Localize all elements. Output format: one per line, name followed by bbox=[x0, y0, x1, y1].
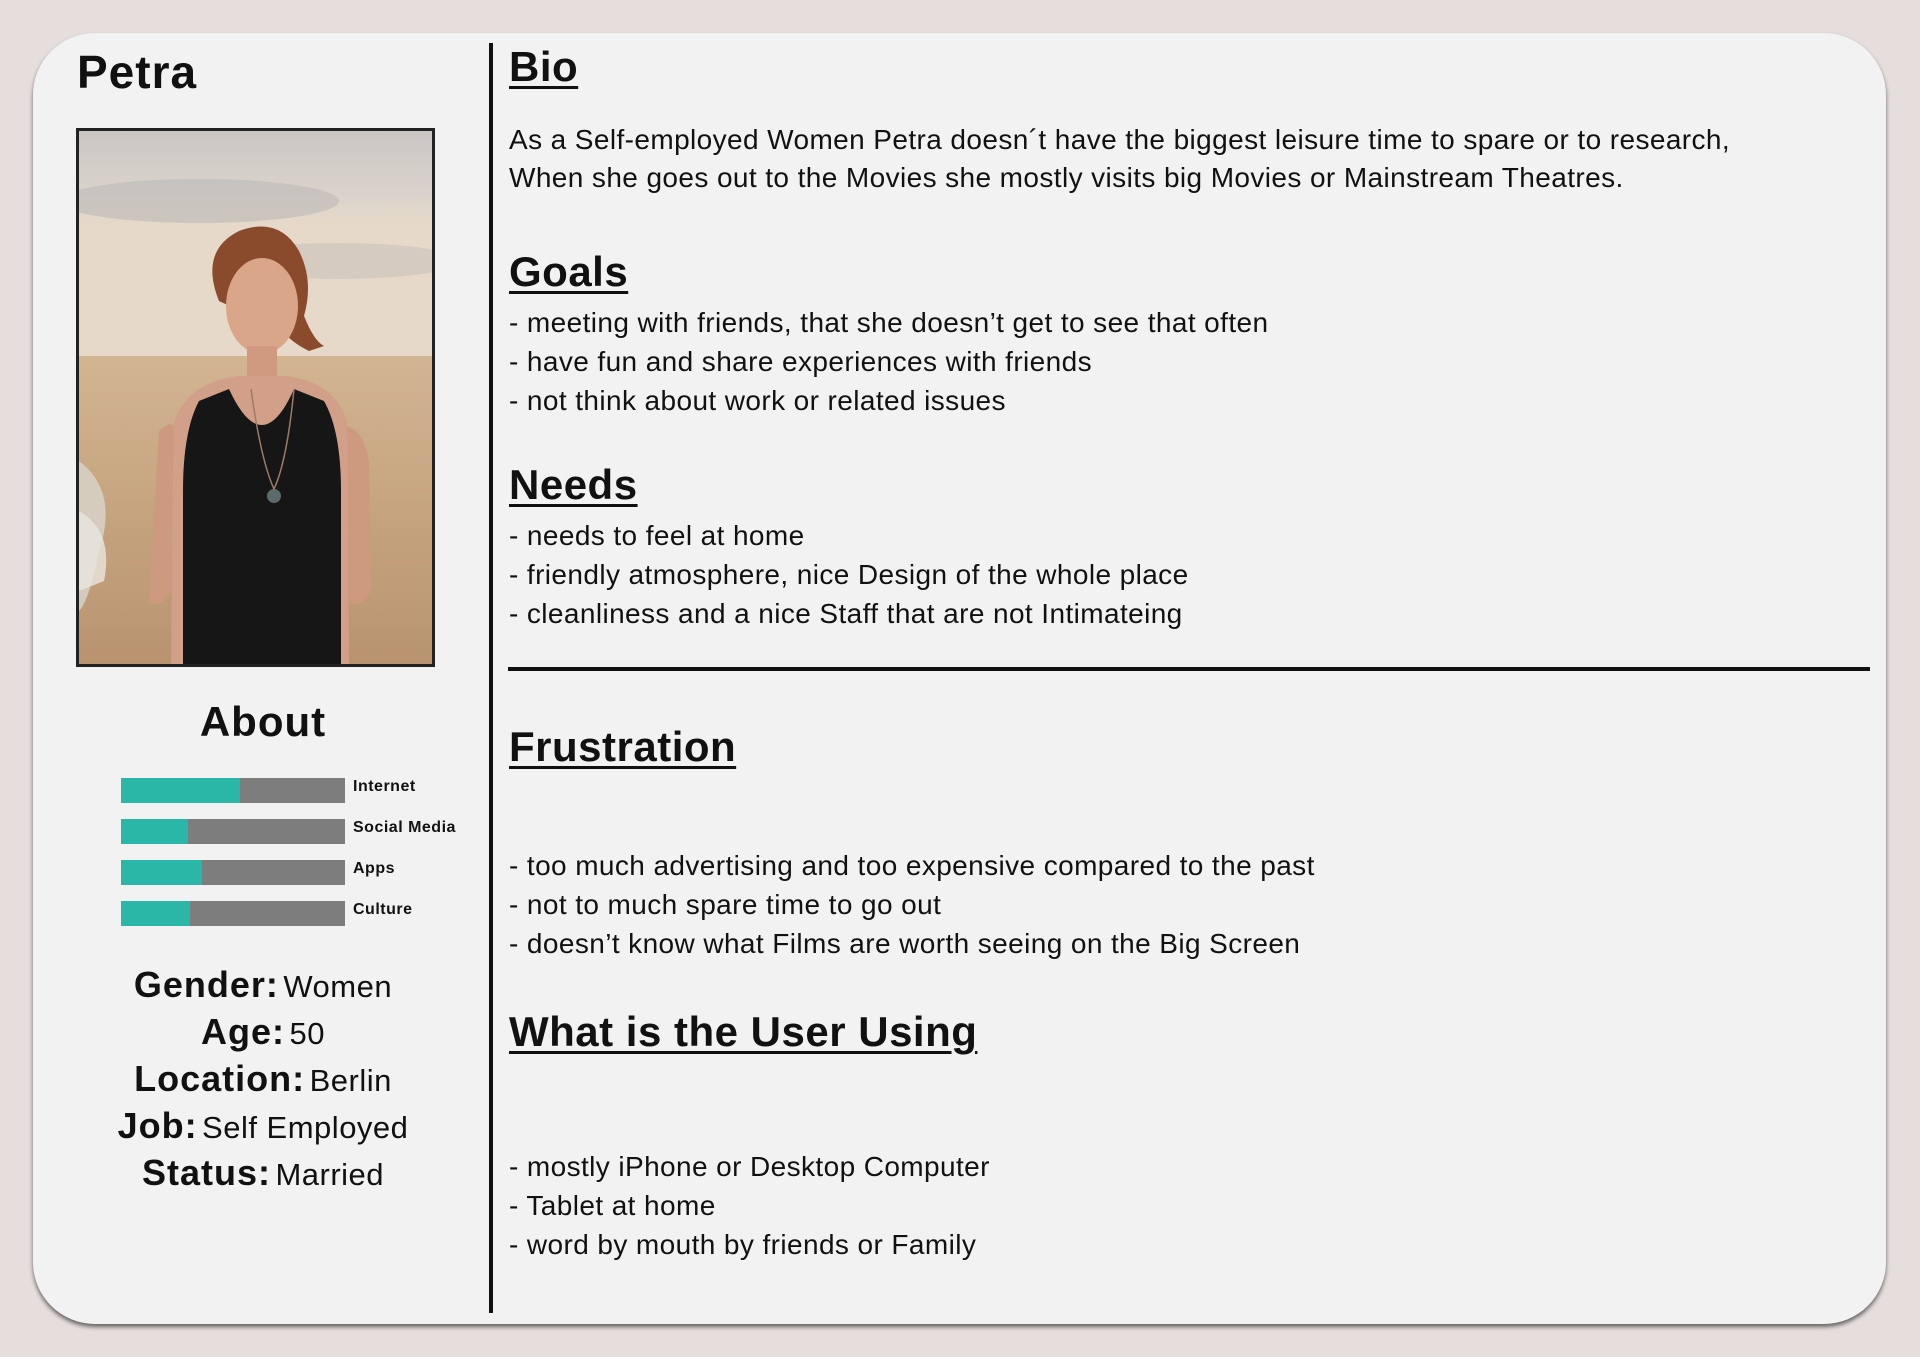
list-item: - meeting with friends, that she doesn’t get to see that often bbox=[509, 303, 1268, 342]
needs-heading: Needs bbox=[509, 461, 638, 508]
fact-key: Job: bbox=[117, 1105, 198, 1146]
list-item: - friendly atmosphere, nice Design of the whole place bbox=[509, 555, 1189, 594]
usage-bar-label: Culture bbox=[353, 901, 413, 918]
usage-bar-fill bbox=[121, 819, 188, 844]
bio-heading: Bio bbox=[509, 43, 579, 90]
usage-bar-label: Apps bbox=[353, 860, 395, 877]
list-item: - doesn’t know what Films are worth seeing on the Big Screen bbox=[509, 924, 1315, 963]
fact-key: Location: bbox=[134, 1058, 306, 1099]
usage-bar-fill bbox=[121, 778, 240, 803]
persona-card bbox=[33, 33, 1886, 1324]
horizontal-divider bbox=[508, 667, 1870, 671]
usage-bar-track bbox=[121, 819, 345, 844]
fact-status bbox=[33, 1149, 493, 1196]
persona-sidebar bbox=[33, 33, 493, 1324]
fact-age bbox=[33, 1008, 493, 1055]
list-item: - mostly iPhone or Desktop Computer bbox=[509, 1147, 990, 1186]
frustration-list bbox=[509, 846, 1315, 963]
frustration-heading: Frustration bbox=[509, 723, 737, 770]
fact-value: Women bbox=[283, 969, 393, 1004]
fact-value: Berlin bbox=[309, 1063, 392, 1098]
goals-list bbox=[509, 303, 1268, 420]
list-item: - Tablet at home bbox=[509, 1186, 990, 1225]
portrait-image bbox=[79, 131, 432, 664]
usage-bar-track bbox=[121, 778, 345, 803]
fact-value: Self Employed bbox=[202, 1110, 409, 1145]
list-item: - word by mouth by friends or Family bbox=[509, 1225, 990, 1264]
list-item: - not to much spare time to go out bbox=[509, 885, 1315, 924]
needs-list bbox=[509, 516, 1189, 633]
usage-bar-fill bbox=[121, 860, 202, 885]
list-item: - have fun and share experiences with friends bbox=[509, 342, 1268, 381]
bio-line: When she goes out to the Movies she mostly visits big Movies or Mainstream Theatres. bbox=[509, 162, 1624, 193]
persona-photo bbox=[76, 128, 435, 667]
fact-value: 50 bbox=[289, 1016, 325, 1051]
using-list bbox=[509, 1147, 990, 1264]
usage-bar-label: Social Media bbox=[353, 819, 456, 836]
list-item: - cleanliness and a nice Staff that are not Intimateing bbox=[509, 594, 1189, 633]
usage-bar-track bbox=[121, 860, 345, 885]
list-item: - needs to feel at home bbox=[509, 516, 1189, 555]
persona-name: Petra bbox=[77, 46, 198, 98]
fact-key: Gender: bbox=[133, 964, 279, 1005]
persona-facts bbox=[33, 961, 493, 1196]
fact-value: Married bbox=[275, 1157, 385, 1192]
list-item: - too much advertising and too expensive compared to the past bbox=[509, 846, 1315, 885]
fact-job bbox=[33, 1102, 493, 1149]
usage-bar-track bbox=[121, 901, 345, 926]
bio-line: As a Self-employed Women Petra doesn´t have the biggest leisure time to spare or to research, bbox=[509, 124, 1731, 155]
about-heading: About bbox=[199, 698, 327, 745]
usage-bar-fill bbox=[121, 901, 190, 926]
fact-key: Status: bbox=[141, 1152, 271, 1193]
using-heading: What is the User Using bbox=[509, 1008, 978, 1055]
fact-location bbox=[33, 1055, 493, 1102]
fact-gender bbox=[33, 961, 493, 1008]
usage-bar-label: Internet bbox=[353, 778, 416, 795]
list-item: - not think about work or related issues bbox=[509, 381, 1268, 420]
goals-heading: Goals bbox=[509, 248, 629, 295]
fact-key: Age: bbox=[201, 1011, 286, 1052]
vertical-divider bbox=[489, 43, 493, 1313]
